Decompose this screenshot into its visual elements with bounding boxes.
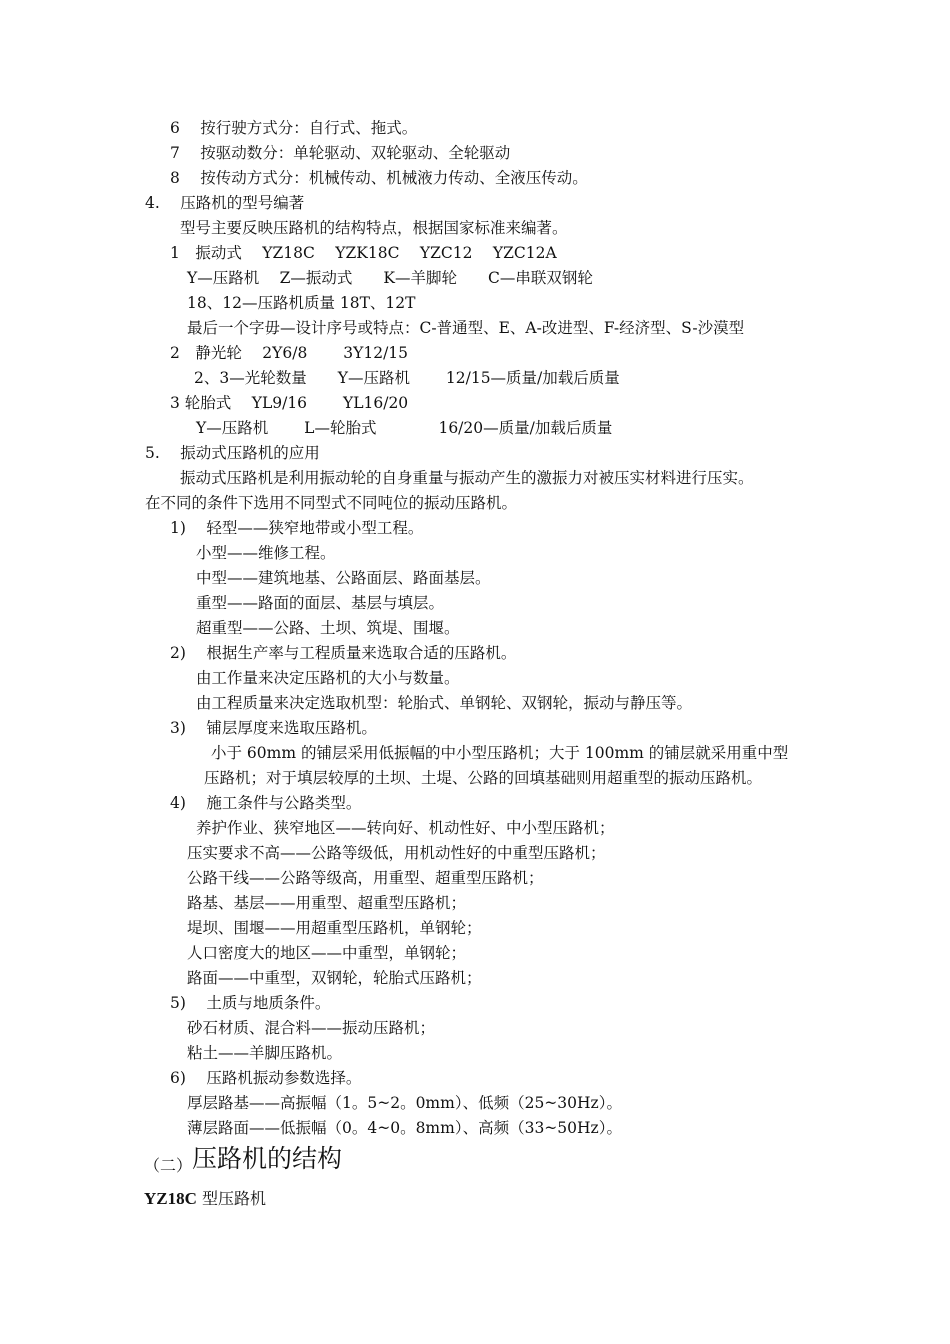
text-line: 公路干线——公路等级高，用重型、超重型压路机； <box>187 869 544 887</box>
text-line: Y—压路机 L—轮胎式 16/20—质量/加载后质量 <box>196 419 613 437</box>
text-line: 3 轮胎式 YL9/16 YL16/20 <box>170 394 409 412</box>
text-line: 小型——维修工程。 <box>196 544 336 562</box>
text-line: 6 按行驶方式分：自行式、拖式。 <box>170 119 418 137</box>
section-title: 压路机的结构 <box>192 1144 343 1173</box>
text-line: 2 静光轮 2Y6/8 3Y12/15 <box>170 344 409 362</box>
text-line: 7 按驱动数分：单轮驱动、双轮驱动、全轮驱动 <box>170 144 511 162</box>
text-line: 由工程质量来决定选取机型：轮胎式、单钢轮、双钢轮，振动与静压等。 <box>196 694 693 712</box>
text-line: 重型——路面的面层、基层与填层。 <box>196 594 445 612</box>
text-line: 路基、基层——用重型、超重型压路机； <box>187 894 467 912</box>
text-line: 5) 土质与地质条件。 <box>170 994 331 1012</box>
text-line: 路面——中重型，双钢轮，轮胎式压路机； <box>187 969 482 987</box>
text-line: 18、12—压路机质量 18T、12T <box>187 294 416 312</box>
model-name: YZ18C <box>144 1189 197 1208</box>
text-line: 1) 轻型——狭窄地带或小型工程。 <box>170 519 424 537</box>
section-title-heading <box>144 1139 342 1176</box>
text-line: 最后一个字毋—设计序号或特点：C-普通型、E、A-改进型、F-经济型、S-沙漠型 <box>187 319 745 337</box>
text-line: 在不同的条件下选用不同型式不同吨位的振动压路机。 <box>145 494 518 512</box>
text-line: 养护作业、狭窄地区——转向好、机动性好、中小型压路机； <box>196 819 615 837</box>
text-line: 压实要求不高——公路等级低，用机动性好的中重型压路机； <box>187 844 606 862</box>
text-line: 由工作量来决定压路机的大小与数量。 <box>196 669 460 687</box>
text-line: 厚层路基——高振幅（1。5~2。0mm）、低频（25~30Hz）。 <box>187 1094 622 1112</box>
text-line: 型号主要反映压路机的结构特点，根据国家标准来编著。 <box>180 219 568 237</box>
text-line: 砂石材质、混合料——振动压路机； <box>187 1019 436 1037</box>
model-suffix: 型压路机 <box>196 1189 266 1208</box>
text-line: 2、3—光轮数量 Y—压路机 12/15—质量/加载后质量 <box>194 369 620 387</box>
text-line: 4) 施工条件与公路类型。 <box>170 794 362 812</box>
section-heading: 5. 振动式压路机的应用 <box>145 444 320 462</box>
text-line: 压路机；对于填层较厚的土坝、土堤、公路的回填基础则用超重型的振动压路机。 <box>204 769 763 787</box>
text-line: 3) 铺层厚度来选取压路机。 <box>170 719 377 737</box>
text-line: Y—压路机 Z—振动式 K—羊脚轮 C—串联双钢轮 <box>187 269 593 287</box>
section-number: （二） <box>144 1156 193 1175</box>
text-line: 1 振动式 YZ18C YZK18C YZC12 YZC12A <box>170 244 557 262</box>
subsection-heading <box>144 1186 266 1209</box>
text-line: 粘土——羊脚压路机。 <box>187 1044 343 1062</box>
text-line: 2) 根据生产率与工程质量来选取合适的压路机。 <box>170 644 517 662</box>
text-line: 堤坝、围堰——用超重型压路机，单钢轮； <box>187 919 482 937</box>
text-line: 8 按传动方式分：机械传动、机械液力传动、全液压传动。 <box>170 169 588 187</box>
section-heading: 4. 压路机的型号编著 <box>145 194 305 212</box>
text-line: 振动式压路机是利用振动轮的自身重量与振动产生的激振力对被压实材料进行压实。 <box>180 469 754 487</box>
text-line: 薄层路面——低振幅（0。4~0。8mm）、高频（33~50Hz）。 <box>187 1119 622 1137</box>
text-line: 人口密度大的地区——中重型，单钢轮； <box>187 944 467 962</box>
text-line: 中型——建筑地基、公路面层、路面基层。 <box>196 569 491 587</box>
text-line: 6) 压路机振动参数选择。 <box>170 1069 362 1087</box>
text-line: 超重型——公路、土坝、筑堤、围堰。 <box>196 619 460 637</box>
text-line: 小于 60mm 的铺层采用低振幅的中小型压路机；大于 100mm 的铺层就采用重中型 <box>211 744 789 762</box>
